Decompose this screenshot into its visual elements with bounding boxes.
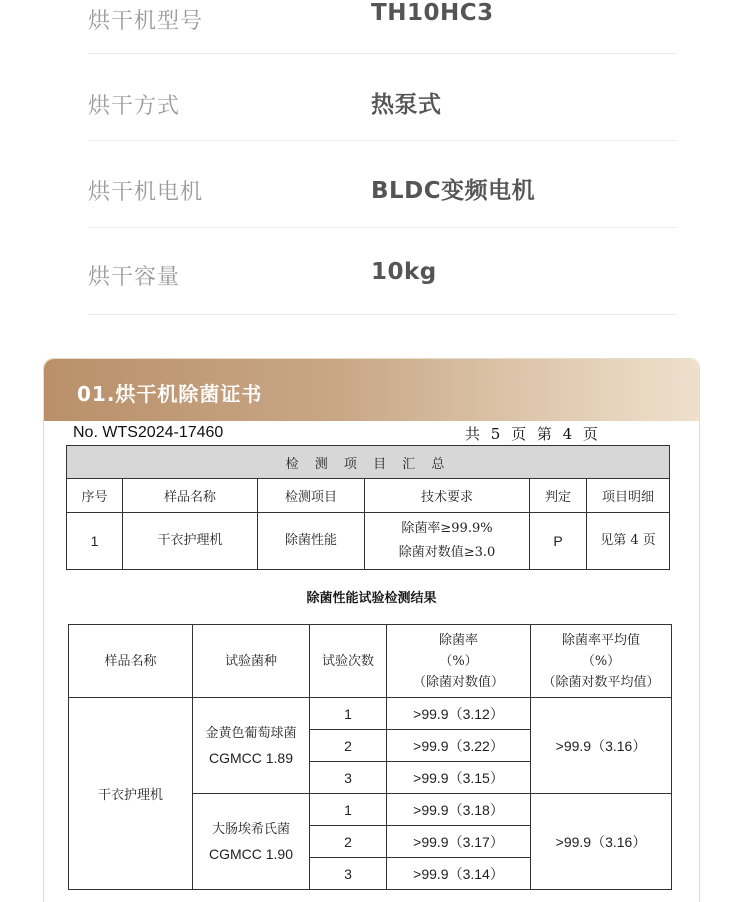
spec-value: 10kg [371, 259, 437, 285]
divider [88, 53, 676, 54]
column-header-average [531, 625, 672, 698]
cell-requirement [365, 513, 530, 570]
header-line: （%） [439, 653, 478, 669]
column-header-rate [387, 625, 531, 698]
document-number: No. WTS2024-17460 [73, 424, 224, 441]
cell-rate: >99.9（3.12） [387, 698, 531, 730]
certificate-header [44, 359, 699, 421]
column-header: 判定 [530, 479, 587, 513]
cell-rate: >99.9（3.17） [387, 826, 531, 858]
column-header: 样品名称 [123, 479, 258, 513]
column-header: 技术要求 [365, 479, 530, 513]
cell-run: 1 [310, 698, 387, 730]
certificate-title: 01.烘干机除菌证书 [77, 382, 263, 406]
divider [88, 140, 676, 141]
page-indicator: 共 5 页 第 4 页 [465, 425, 601, 443]
summary-table [66, 445, 670, 570]
cell-average: >99.9（3.16） [531, 794, 672, 890]
spec-value: TH10HC3 [371, 0, 494, 26]
cell-average: >99.9（3.16） [531, 698, 672, 794]
cell-strain [193, 794, 310, 890]
spec-label: 烘干机型号 [88, 9, 204, 34]
results-title: 除菌性能试验检测结果 [306, 591, 437, 606]
spec-value: 热泵式 [371, 92, 442, 118]
column-header: 检测项目 [258, 479, 365, 513]
column-header: 序号 [67, 479, 123, 513]
certificate-card [43, 358, 700, 902]
column-header: 样品名称 [69, 625, 193, 698]
cell-run: 3 [310, 762, 387, 794]
spec-label: 烘干容量 [88, 265, 181, 290]
header-line: 除菌率 [438, 632, 478, 648]
cell-rate: >99.9（3.15） [387, 762, 531, 794]
column-header: 项目明细 [587, 479, 670, 513]
table-row [69, 698, 672, 730]
spec-value: BLDC变频电机 [371, 178, 536, 204]
cell-rate: >99.9（3.22） [387, 730, 531, 762]
strain-name: 金黄色葡萄球菌 [205, 725, 297, 741]
cell-rate: >99.9（3.14） [387, 858, 531, 890]
header-line: （%） [581, 653, 621, 669]
cell-run: 2 [310, 826, 387, 858]
strain-name: 大肠埃希氏菌 [211, 821, 290, 837]
cell-detail: 见第 4 页 [587, 513, 670, 570]
cell-run: 2 [310, 730, 387, 762]
cell-verdict: P [530, 513, 587, 570]
results-table [68, 624, 672, 890]
cell-index: 1 [67, 513, 123, 570]
spec-label: 烘干方式 [88, 94, 181, 119]
column-header: 试验菌种 [193, 625, 310, 698]
cell-run: 1 [310, 794, 387, 826]
cell-sample: 干衣护理机 [123, 513, 258, 570]
results-header-row [69, 625, 672, 698]
header-line: （除菌对数值） [412, 674, 504, 690]
requirement-rate: 除菌率≥99.9% [401, 521, 493, 536]
strain-code: CGMCC 1.89 [208, 749, 294, 766]
table-row [67, 513, 670, 570]
cell-item: 除菌性能 [258, 513, 365, 570]
cell-run: 3 [310, 858, 387, 890]
column-header: 试验次数 [310, 625, 387, 698]
cell-sample: 干衣护理机 [69, 698, 193, 890]
divider [88, 227, 676, 228]
strain-code: CGMCC 1.90 [208, 845, 294, 862]
header-line: 除菌率平均值 [561, 632, 640, 648]
cell-rate: >99.9（3.18） [387, 794, 531, 826]
requirement-log: 除菌对数值≥3.0 [398, 545, 496, 560]
summary-caption: 检 测 项 目 汇 总 [67, 446, 670, 479]
cell-strain [193, 698, 310, 794]
divider [88, 314, 676, 315]
summary-header-row [67, 479, 670, 513]
header-line: （除菌对数平均值） [542, 674, 660, 690]
spec-label: 烘干机电机 [88, 180, 204, 205]
